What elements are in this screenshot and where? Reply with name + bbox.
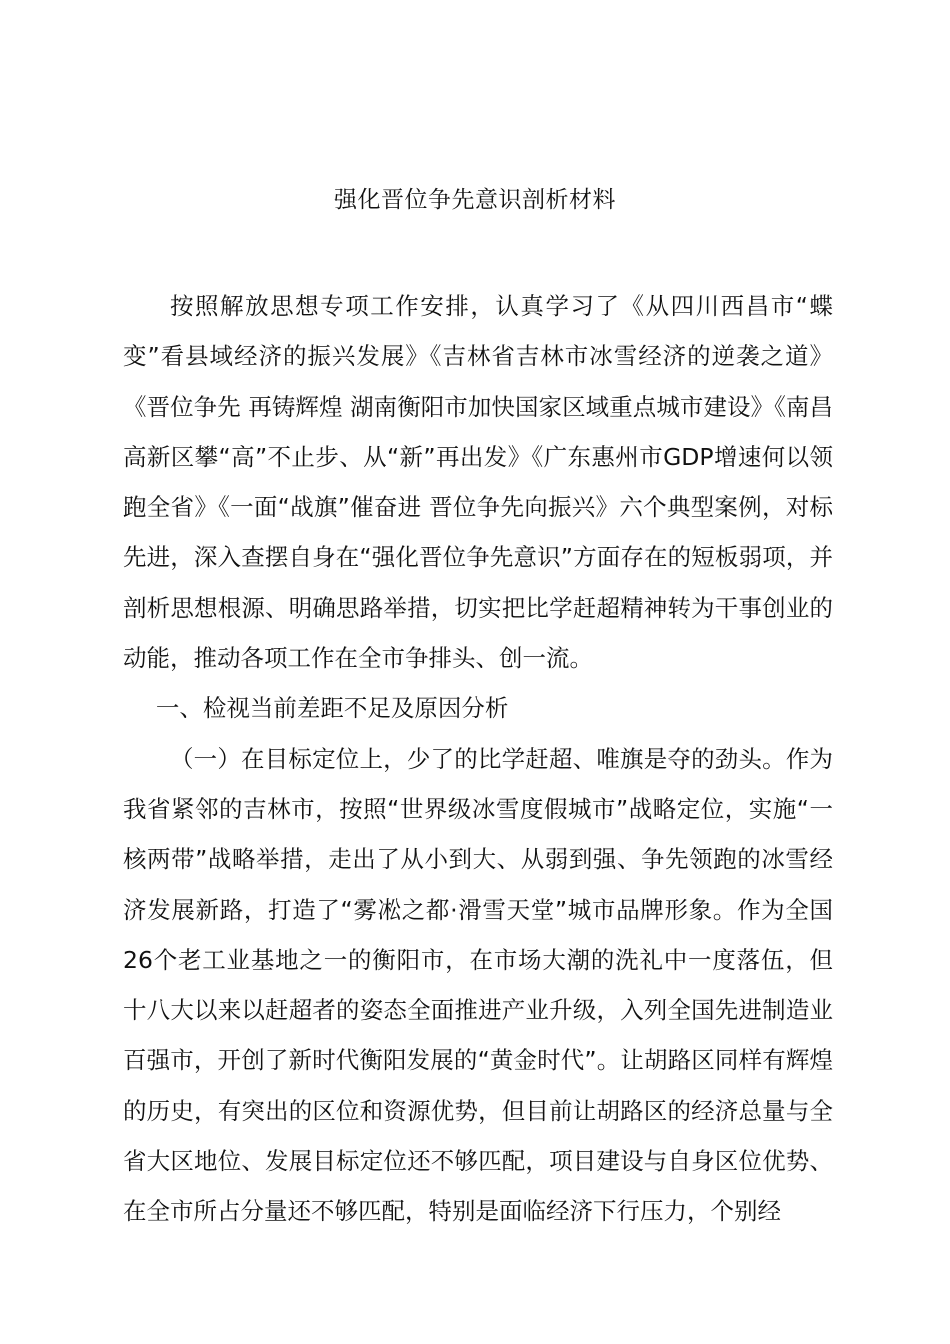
section-heading: 一、检视当前差距不足及原因分析 (155, 694, 509, 723)
document-body (123, 281, 833, 1237)
document-title: 强化晋位争先意识剖析材料 (334, 187, 616, 213)
subsection-paragraph: （一）在目标定位上，少了的比学赶超、唯旗是夺的劲头。作为我省紧邻的吉林市，按照“世界级冰雪度假城市”战略定位，实施“一核两带”战略举措，走出了从小到大、从弱到强、争先领跑的冰雪经济发展新路，打造了“雾凇之都·滑雪天堂”城市品牌形象。作为全国26个老工业基地之一的衡阳市，在市场大潮的洗礼中一度落伍，但十八大以来以赶超者的姿态全面推进产业升级，入列全国先进制造业百强市，开创了新时代衡阳发展的“黄金时代”。让胡路区同样有辉煌的历史，有突出的区位和资源优势，但目前让胡路区的经济总量与全省大区地位、发展目标定位还不够匹配，项目建设与自身区位优势、在全市所占分量还不够匹配，特别是面临经济下行压力，个别经 (123, 744, 833, 1226)
intro-paragraph: 按照解放思想专项工作安排，认真学习了《从四川西昌市“蝶变”看县域经济的振兴发展》《吉林省吉林市冰雪经济的逆袭之道》《晋位争先 再铸辉煌 湖南衡阳市加快国家区域重点城市建设》《南昌高新区攀“高”不止步、从“新”再出发》《广东惠州市GDP增速何以领跑全省》《一面“战旗”催奋进 晋位争先向振兴》六个典型案例，对标先进，深入查摆自身在“强化晋位争先意识”方面存在的短板弱项，并剖析思想根源、明确思路举措，切实把比学赶超精神转为干事创业的动能，推动各项工作在全市争排头、创一流。 (123, 292, 833, 673)
